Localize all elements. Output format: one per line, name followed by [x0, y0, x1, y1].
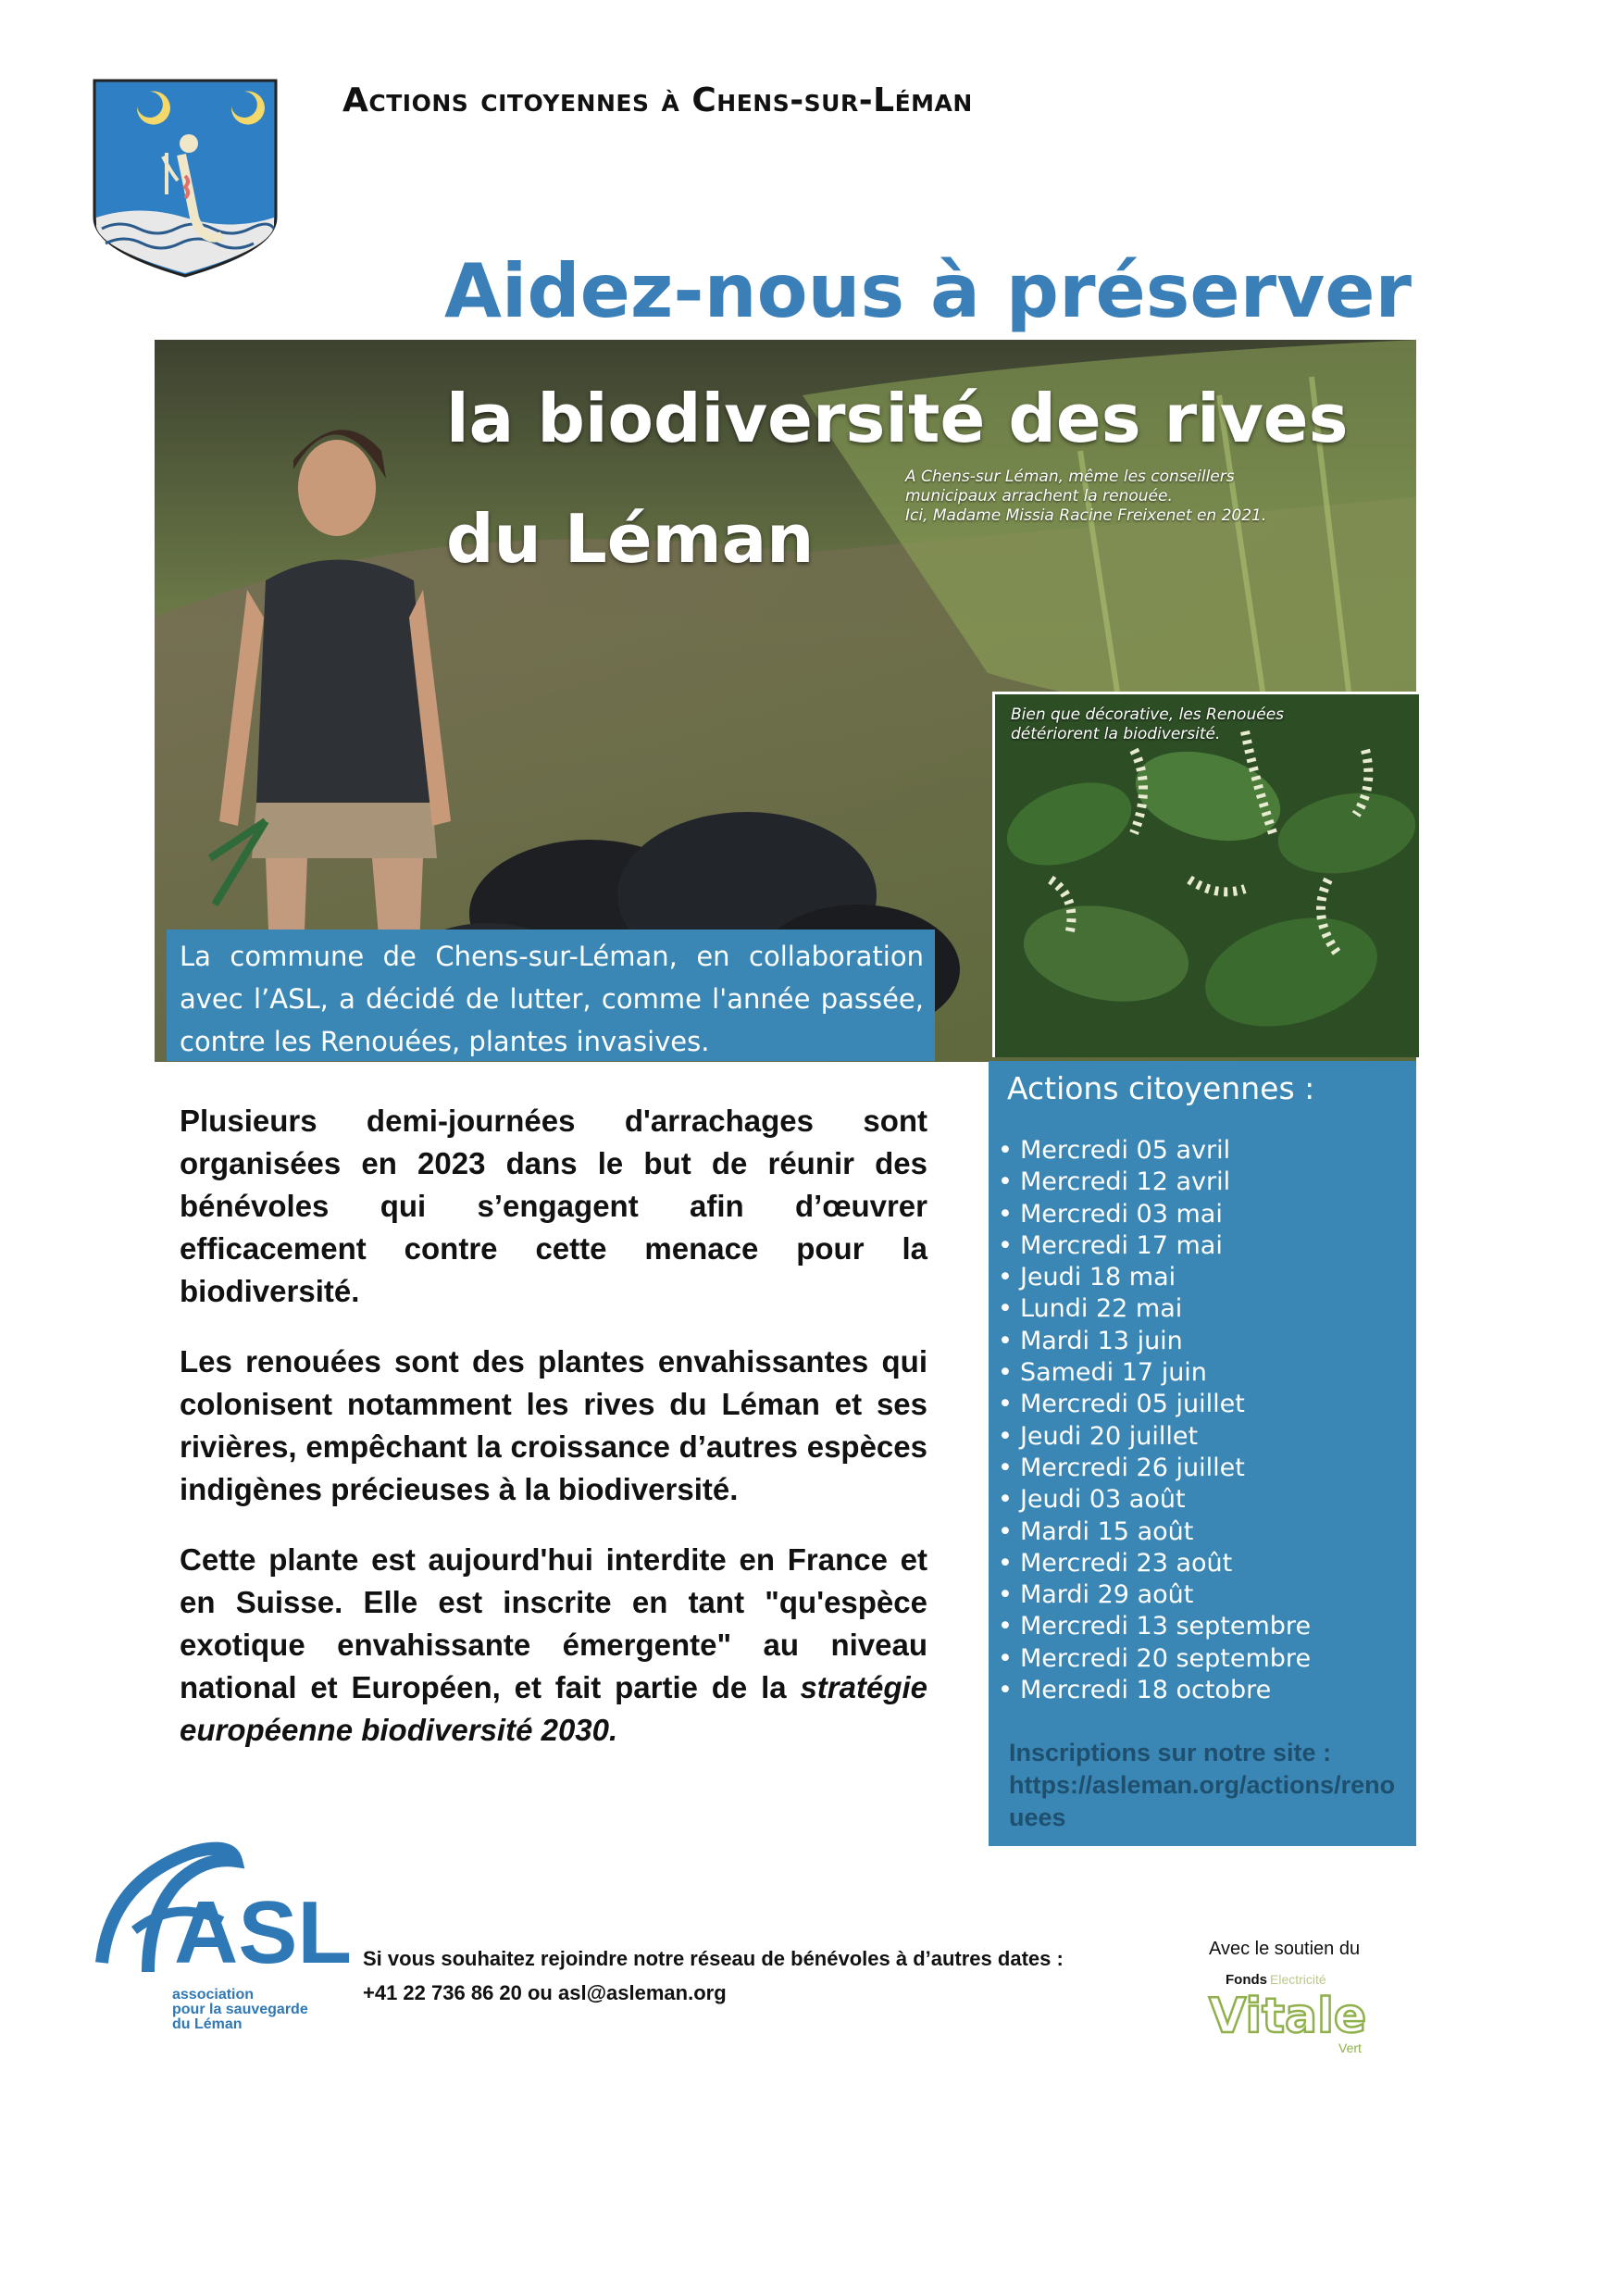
intro-text-box: La commune de Chens-sur-Léman, en collaboration avec l’ASL, a décidé de lutter, comme l'année passée, contre les Renouées, plantes invasives. — [167, 930, 935, 1061]
body-paragraph-3-text: Cette plante est aujourd'hui interdite en France et en Suisse. Elle est inscrite en tant "qu'espèce exotique envahissante émergente" au niveau national et Européen, et fait partie de la — [180, 1542, 927, 1704]
headline-line-1: Aidez-nous à préserver — [444, 248, 1412, 334]
action-date-item: • Jeudi 20 juillet — [998, 1421, 1311, 1453]
asl-subtitle-line: du Léman — [172, 2016, 243, 2032]
action-date-item: • Mardi 13 juin — [998, 1326, 1311, 1357]
asl-subtitle-line: association — [172, 1987, 255, 2003]
photo-caption-line: A Chens-sur Léman, même les conseillers — [905, 468, 1235, 486]
asl-logo-text: ASL — [174, 1883, 352, 1982]
action-date-item: • Mercredi 18 octobre — [998, 1675, 1311, 1706]
town-crest-icon — [93, 79, 278, 278]
knotweed-inset-photo — [992, 692, 1419, 1057]
fonds-vitale-logo-icon — [1209, 1967, 1375, 2069]
action-date-item: • Mercredi 20 septembre — [998, 1643, 1311, 1675]
action-dates-list — [998, 1135, 1311, 1706]
signup-label: Inscriptions sur notre site : — [1009, 1739, 1332, 1766]
body-paragraph-2: Les renouées sont des plantes envahissantes qui colonisent notamment les rives du Léman et ses rivières, empêchant la croissance d’autres espèces indigènes précieuses à la biodiversité. — [180, 1344, 927, 1506]
headline-line-3: du Léman — [446, 500, 815, 578]
action-date-item: • Mercredi 13 septembre — [998, 1611, 1311, 1642]
photo-caption-line: municipaux arrachent la renouée. — [905, 487, 1173, 505]
actions-panel-title: Actions citoyennes : — [1007, 1070, 1315, 1106]
action-date-item: • Mardi 15 août — [998, 1516, 1311, 1548]
signup-link[interactable]: https://asleman.org/actions/renouees — [1009, 1771, 1396, 1831]
photo-caption — [905, 468, 1313, 526]
headline-line-2: la biodiversité des rives — [446, 380, 1349, 457]
electricite-text: Electricité — [1270, 1972, 1326, 1987]
body-paragraph-3 — [180, 1539, 927, 1752]
vitale-text: Vitale — [1209, 1989, 1367, 2044]
asl-subtitle — [172, 1988, 308, 2032]
strategy-emphasis: stratégie européenne biodiversité 2030. — [180, 1670, 927, 1747]
action-date-item: • Mercredi 26 juillet — [998, 1453, 1311, 1484]
inset-caption-line: détériorent la biodiversité. — [1011, 725, 1221, 743]
action-date-item: • Mercredi 12 avril — [998, 1167, 1311, 1198]
knotweed-leaves-icon — [995, 694, 1419, 1057]
action-date-item: • Lundi 22 mai — [998, 1293, 1311, 1325]
asl-subtitle-line: pour la sauvegarde — [172, 2002, 308, 2017]
photo-caption-line: Ici, Madame Missia Racine Freixenet en 2021. — [905, 506, 1267, 525]
contact-details[interactable]: +41 22 736 86 20 ou asl@asleman.org — [363, 1981, 727, 2004]
action-date-item: • Mardi 29 août — [998, 1579, 1311, 1611]
action-date-item: • Mercredi 23 août — [998, 1548, 1311, 1579]
action-date-item: • Jeudi 18 mai — [998, 1262, 1311, 1293]
body-paragraph-1: Plusieurs demi-journées d'arrachages sont organisées en 2023 dans le but de réunir des bénévoles qui s’engagent afin d’œuvrer efficacement contre cette menace pour la biodiversité. — [180, 1104, 927, 1308]
action-date-item: • Mercredi 05 juillet — [998, 1389, 1311, 1420]
signup-info — [1009, 1737, 1398, 1834]
vert-text: Vert — [1338, 2040, 1362, 2055]
action-date-item: • Mercredi 17 mai — [998, 1230, 1311, 1262]
support-label: Avec le soutien du — [1209, 1939, 1361, 1959]
action-date-item: • Samedi 17 juin — [998, 1357, 1311, 1389]
inset-caption — [1011, 705, 1400, 744]
action-date-item: • Mercredi 03 mai — [998, 1199, 1311, 1230]
contact-invitation: Si vous souhaitez rejoindre notre réseau de bénévoles à d’autres dates : — [363, 1947, 1064, 1970]
fonds-text: Fonds — [1226, 1972, 1267, 1988]
action-date-item: • Mercredi 05 avril — [998, 1135, 1311, 1167]
page-header-title: Actions citoyennes à Chens-sur-Léman — [342, 81, 973, 119]
inset-caption-line: Bien que décorative, les Renouées — [1011, 705, 1285, 724]
action-date-item: • Jeudi 03 août — [998, 1484, 1311, 1516]
